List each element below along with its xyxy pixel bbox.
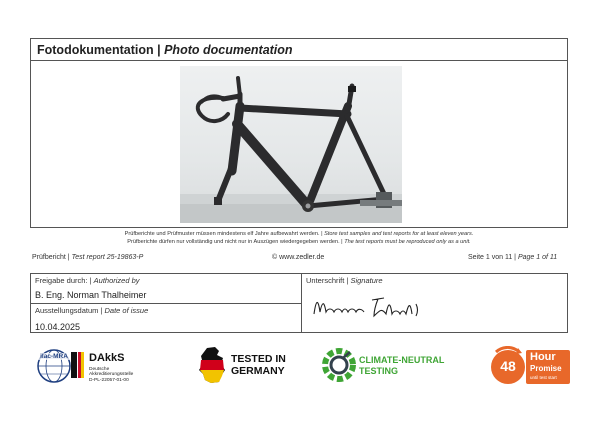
website-link[interactable]: © www.zedler.de (272, 254, 325, 261)
bicycle-frame-illustration (180, 66, 402, 223)
signature-icon (310, 290, 430, 324)
retention-notice: Prüfberichte und Prüfmuster müssen mindestens elf Jahre aufbewahrt werden. | Store test samples and test reports for at least eleven years. (124, 231, 474, 237)
dakks-title: DAkkS (89, 352, 125, 364)
promise-word2: Promise (530, 364, 562, 373)
tested-in-germany-logo (197, 346, 297, 386)
page-title (30, 38, 568, 60)
48-hour-promise-logo (488, 346, 570, 386)
climate-neutral-logo (322, 348, 462, 384)
promise-small: until test start (530, 375, 557, 380)
authorized-by-label: Freigabe durch: | Authorized by (35, 276, 140, 285)
dakks-logo: DAkkS Deutsche Akkreditierungsstelle D-PL-22057-01-00 (70, 348, 160, 388)
signature-label: Unterschrift | Signature (306, 276, 383, 285)
reproduction-notice: Prüfberichte dürfen nur vollständig und nicht nur in Auszügen wiedergegeben werden. | The test reports must be reproduced only as a unit. (127, 239, 471, 245)
dakks-eagle-icon (70, 350, 86, 380)
handwritten-signature (310, 290, 430, 324)
bicycle-frame-photo (180, 66, 402, 223)
tested-line1: TESTED IN (231, 353, 286, 365)
authorized-by-value: B. Eng. Norman Thalheimer (35, 290, 147, 300)
climate-line1: CLIMATE-NEUTRAL (359, 355, 445, 365)
authorization-column (31, 274, 302, 332)
date-of-issue-value: 10.04.2025 (35, 322, 81, 332)
climate-gear-icon (322, 348, 356, 382)
date-of-issue-label: Ausstellungsdatum | Date of issue (31, 303, 301, 318)
signoff-table (30, 273, 568, 333)
ilac-text: ilac-MRA (30, 353, 78, 360)
signature-column (302, 274, 567, 332)
promise-number: 48 (500, 358, 516, 374)
title-german: Fotodokumentation | (37, 43, 165, 57)
tested-line2: GERMANY (231, 365, 285, 377)
germany-map-icon (197, 346, 229, 384)
climate-line2: TESTING (359, 366, 399, 376)
promise-word1: Hour (530, 351, 556, 363)
test-report-number: Prüfbericht | Test report 25-19863-P (32, 254, 144, 261)
page-number: Seite 1 von 11 | Page 1 of 11 (468, 254, 558, 261)
title-english: Photo documentation (164, 43, 293, 57)
